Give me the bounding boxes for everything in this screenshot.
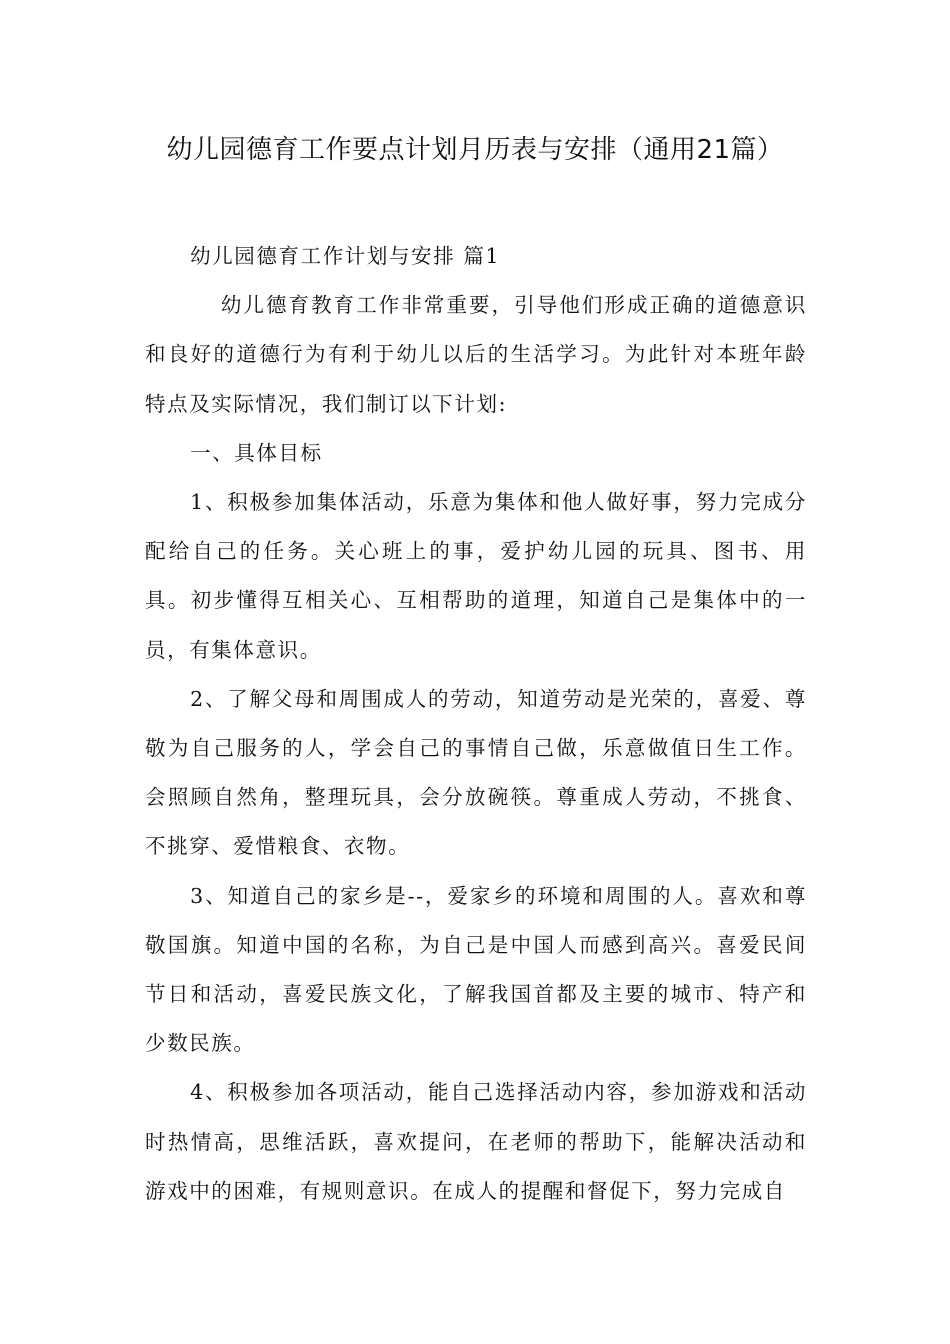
section-heading: 幼儿园德育工作计划与安排 篇1 <box>190 244 501 268</box>
goal-paragraph-4: 4、积极参加各项活动，能自己选择活动内容，参加游戏和活动时热情高，思维活跃，喜欢提问，在老师的帮助下，能解决活动和游戏中的困难，有规则意识。在成人的提醒和督促下，努力完成自 <box>145 1080 807 1203</box>
document-body <box>145 232 807 1216</box>
goal-paragraph-1: 1、积极参加集体活动，乐意为集体和他人做好事，努力完成分配给自己的任务。关心班上的事，爱护幼儿园的玩具、图书、用具。初步懂得互相关心、互相帮助的道理，知道自己是集体中的一员，有集体意识。 <box>145 490 807 662</box>
goal-paragraph-3: 3、知道自己的家乡是--，爱家乡的环境和周围的人。喜欢和尊敬国旗。知道中国的名称，为自己是中国人而感到高兴。喜爱民间节日和活动，喜爱民族文化，了解我国首都及主要的城市、特产和少数民族。 <box>145 883 807 1056</box>
document-title: 幼儿园德育工作要点计划月历表与安排（通用21篇） <box>166 135 784 165</box>
goal-paragraph-2: 2、了解父母和周围成人的劳动，知道劳动是光荣的，喜爱、尊敬为自己服务的人，学会自己的事情自己做，乐意做值日生工作。会照顾自然角，整理玩具，会分放碗筷。尊重成人劳动，不挑食、不挑穿、爱惜粮食、衣物。 <box>145 686 807 859</box>
goals-heading: 一、具体目标 <box>190 440 323 465</box>
intro-paragraph: 幼儿德育教育工作非常重要，引导他们形成正确的道德意识和良好的道德行为有利于幼儿以后的生活学习。为此针对本班年龄特点及实际情况，我们制订以下计划: <box>145 293 807 416</box>
